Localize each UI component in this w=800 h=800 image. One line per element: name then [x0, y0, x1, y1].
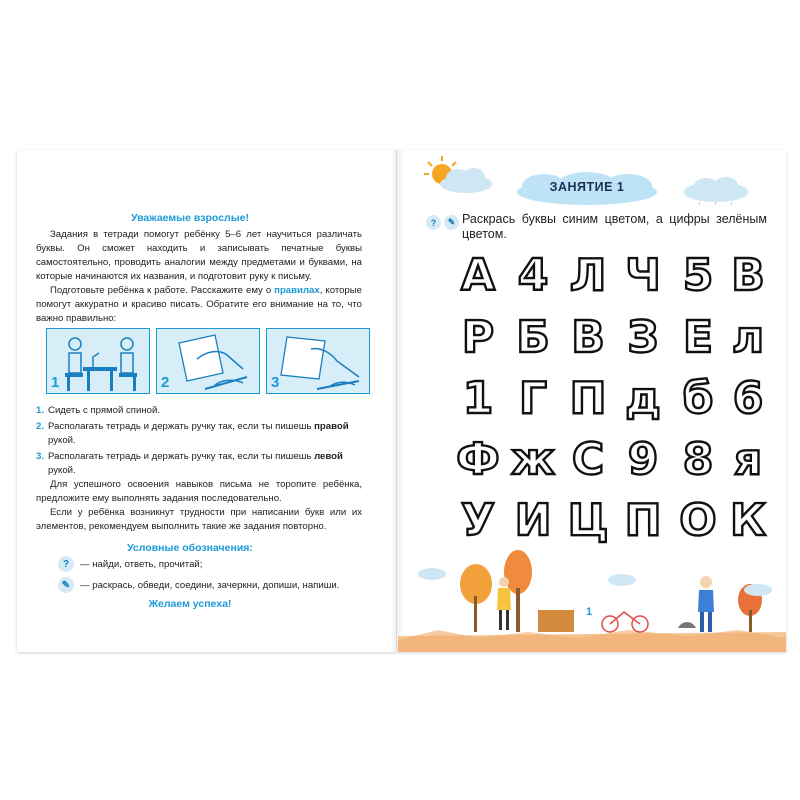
rules-link: правилах [274, 285, 320, 296]
sitting-posture-panel [46, 328, 150, 394]
outline-glyph[interactable]: В [731, 249, 765, 301]
outline-glyph[interactable]: ж [511, 433, 555, 485]
legend-item-find [58, 556, 202, 572]
outline-glyph[interactable]: 9 [627, 433, 659, 485]
outline-glyph[interactable]: Б [516, 311, 550, 363]
outline-glyph[interactable]: К [730, 494, 766, 546]
outline-glyph[interactable]: д [625, 372, 661, 424]
left-hand-writing-illustration [267, 329, 371, 395]
outline-glyph[interactable]: 4 [517, 249, 549, 301]
outline-glyph[interactable]: 1 [462, 372, 494, 424]
panel-number: 3 [271, 374, 280, 391]
task-instruction: Раскрась буквы синим цветом, а цифры зелёным цветом. [462, 212, 767, 241]
right-hand-writing-illustration [157, 329, 261, 395]
prepare-paragraph [36, 284, 362, 326]
legend-item-color [58, 577, 339, 593]
advice-paragraph-1: Для успешного освоения навыков письма не торопите ребёнка, предложите ему выполнять задания последовательно. [36, 479, 362, 504]
outline-glyph[interactable]: Е [682, 311, 714, 363]
closing-wish: Желаем успеха! [148, 598, 232, 610]
sitting-children-illustration [47, 329, 151, 395]
outline-glyph[interactable]: 8 [682, 433, 714, 485]
pencil-icon: ✎ [58, 577, 74, 593]
outline-glyph[interactable]: З [627, 311, 659, 363]
outline-glyph[interactable]: П [569, 372, 607, 424]
rule-item: 3. Располагать тетрадь и держать ручку так, если ты пишешь левой рукой. [36, 451, 343, 476]
right-hand-panel [156, 328, 260, 394]
outline-glyph[interactable]: Ц [567, 494, 609, 546]
outline-glyph[interactable]: С [571, 433, 605, 485]
outline-glyph[interactable]: П [624, 494, 662, 546]
intro-paragraph: Задания в тетради помогут ребёнку 5–6 лет научиться различать буквы. Он сможет находить и записывать печатные буквы самостоятельно, проводить аналогии между предметами и буквами, на которые начинаются их названия, и подготовит руку к письму. [36, 229, 362, 282]
outline-glyph[interactable]: У [461, 494, 495, 546]
sun-cloud-illustration [420, 150, 500, 196]
autumn-scene-illustration [398, 540, 786, 652]
page-number: 1 [586, 606, 593, 618]
outline-glyph[interactable]: Р [461, 311, 495, 363]
outline-glyph[interactable]: В [571, 311, 605, 363]
legend-text: — найди, ответь, прочитай; [80, 558, 203, 570]
panel-number: 2 [161, 374, 170, 391]
outline-glyph[interactable]: я [733, 433, 763, 485]
rule-item: 2. Располагать тетрадь и держать ручку так, если ты пишешь правой рукой. [36, 421, 349, 446]
advice-paragraph-2: Если у ребёнка возникнут трудности при написании букв или их элементов, рекомендуем выполнить такие же задания повторно. [36, 507, 362, 532]
lesson-title: ЗАНЯТИЕ 1 [549, 180, 625, 194]
outline-glyph[interactable]: 5 [682, 249, 714, 301]
left-hand-panel [266, 328, 370, 394]
outline-glyph[interactable]: Г [518, 372, 548, 424]
legend-text: — раскрась, обведи, соедини, зачеркни, допиши, напиши. [80, 579, 340, 591]
adults-heading: Уважаемые взрослые! [130, 212, 250, 224]
outline-glyph[interactable]: 6 [732, 372, 764, 424]
question-icon: ? [426, 215, 441, 230]
outline-glyph[interactable]: б [682, 372, 714, 424]
outline-glyph[interactable]: Л [569, 249, 607, 301]
rule-item: 1. Сидеть с прямой спиной. [36, 405, 161, 416]
rain-cloud-illustration [680, 176, 752, 206]
outline-glyph[interactable]: л [731, 311, 765, 363]
question-icon: ? [58, 556, 74, 572]
outline-glyph[interactable]: И [514, 494, 552, 546]
outline-glyph[interactable]: О [679, 494, 717, 546]
panel-number: 1 [51, 374, 60, 391]
legend-heading: Условные обозначения: [127, 542, 253, 554]
pencil-icon: ✎ [444, 215, 459, 230]
task-icons [426, 215, 459, 230]
prepare-text-end: , которые помогут аккуратно и красиво писать. Обратите его внимание на то, что важно правильно: [36, 285, 363, 324]
outline-glyph[interactable]: Ф [456, 433, 500, 485]
prepare-text-start: Подготовьте ребёнка к работе. Расскажите ему о [50, 285, 275, 296]
outline-glyph[interactable]: А [460, 249, 496, 301]
outline-glyph[interactable]: Ч [625, 249, 661, 301]
